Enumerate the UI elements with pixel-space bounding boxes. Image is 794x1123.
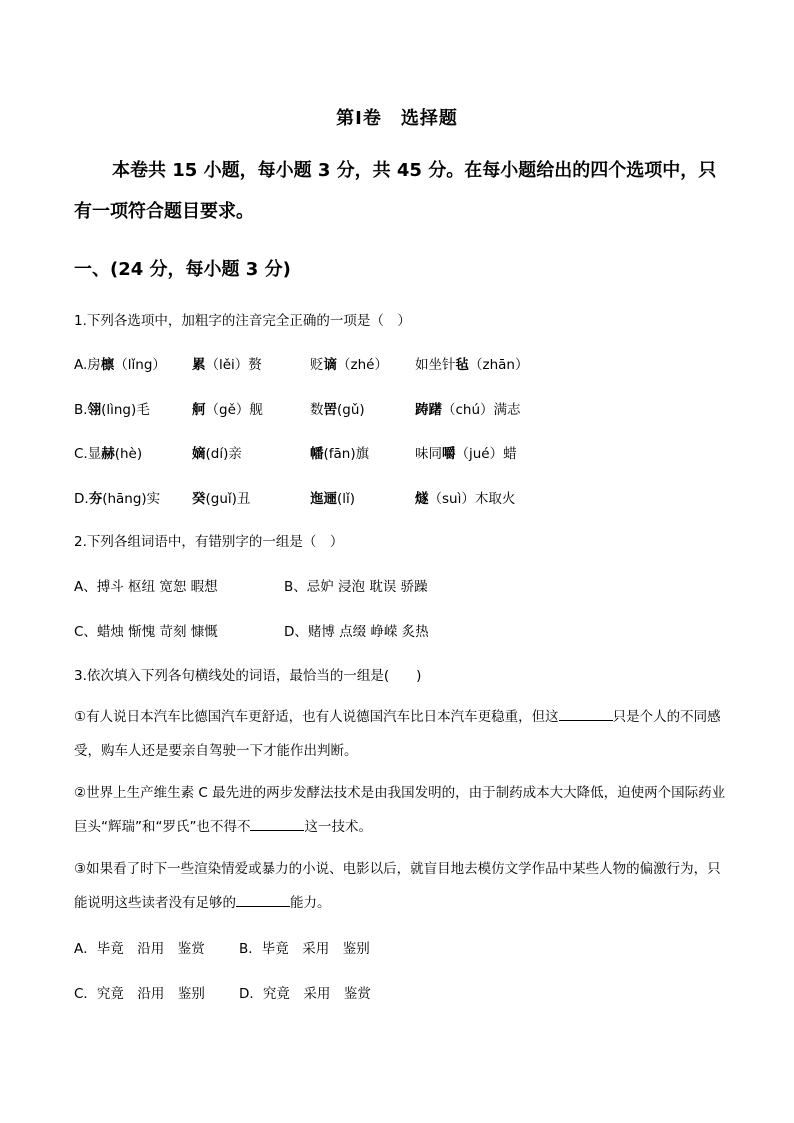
q1-word — [415, 398, 521, 418]
word-part: （gě）舰 — [205, 402, 263, 418]
q2-option-row — [74, 575, 428, 595]
word-part: (guǐ)丑 — [205, 491, 251, 507]
q3-option-row — [74, 937, 370, 957]
fill-blank — [559, 706, 613, 721]
q1-word — [415, 353, 528, 373]
bold-character: 燧 — [415, 491, 429, 507]
fill-blank — [250, 816, 304, 831]
q1-option-b — [74, 398, 521, 418]
bold-character: 嫡 — [192, 446, 206, 462]
q2-stem: 2.下列各组词语中，有错别字的一组是（ ） — [74, 534, 344, 550]
q1-stem: 1.下列各选项中，加粗字的注音完全正确的一项是（ ） — [74, 313, 411, 329]
q1-word — [310, 442, 415, 462]
q2-option-d: D、赌博 点缀 峥嵘 炙热 — [284, 624, 429, 640]
q1-word — [310, 398, 415, 418]
instructions: 本卷共 15 小题，每小题 3 分，共 45 分。在每小题给出的四个选项中，只有一项符合题目要求。 — [74, 160, 717, 222]
q3-option-a: A．毕竟 沿用 鉴赏 — [74, 941, 205, 957]
word-part: （lǐng） — [114, 357, 166, 373]
word-part: 数 — [310, 402, 324, 418]
bold-character: 迤逦 — [310, 491, 337, 507]
fill-blank — [236, 892, 290, 907]
bold-character: 癸 — [192, 491, 206, 507]
q1-word — [310, 353, 415, 373]
word-part: （lěi）赘 — [205, 357, 262, 373]
q1-word — [415, 487, 515, 507]
q1-word — [74, 487, 192, 507]
q1-word — [192, 398, 310, 418]
bold-character: 累 — [192, 357, 206, 373]
bold-character: 翎 — [87, 402, 102, 418]
word-part: 味同 — [415, 446, 442, 462]
q2-option-b: B、忌妒 浸泡 耽误 骄躁 — [284, 579, 428, 595]
q1-option-a — [74, 353, 528, 373]
word-part: (hè) — [114, 446, 143, 462]
word-part: (lǐ) — [337, 491, 356, 507]
q3-option-b: B．毕竟 采用 鉴别 — [239, 941, 370, 957]
q1-word — [192, 353, 310, 373]
bold-character: 谪 — [323, 357, 337, 373]
word-part: (dí)亲 — [205, 446, 242, 462]
sentence-text: ②世界上生产维生素 C 最先进的两步发酵法技术是由我国发明的，由于制药成本大大降低，迫使两个国际药业巨头“辉瑞”和“罗氏”也不得不 — [74, 785, 726, 835]
option-label: B. — [74, 402, 88, 418]
word-part: （jué）蜡 — [455, 446, 517, 462]
word-part: （zhān） — [469, 357, 529, 373]
sentence-text: ①有人说日本汽车比德国汽车更舒适，也有人说德国汽车比日本汽车更稳重，但这 — [74, 709, 559, 725]
section-title: 第Ⅰ卷 选择题 — [336, 108, 458, 129]
q1-word — [415, 442, 517, 462]
q1-word — [310, 487, 415, 507]
q1-word — [192, 487, 310, 507]
q1-option-c — [74, 442, 517, 462]
word-part: (lìng)毛 — [101, 402, 150, 418]
word-part: (gǔ) — [337, 402, 365, 418]
word-part: 贬 — [310, 357, 324, 373]
bold-character: 嚼 — [442, 446, 456, 462]
q2-option-c: C、蜡烛 惭愧 苛刻 慷慨 — [74, 624, 218, 640]
option-label: A. — [74, 357, 88, 373]
word-part: 显 — [87, 446, 102, 462]
bold-character: 夯 — [88, 491, 103, 507]
word-part: 房 — [87, 357, 101, 373]
q2-option-a: A、搏斗 枢纽 宽恕 暇想 — [74, 579, 218, 595]
bold-character: 踌躇 — [415, 402, 442, 418]
q3-sentence-3 — [74, 852, 730, 920]
option-label: C. — [74, 446, 88, 462]
bold-character: 檩 — [100, 357, 115, 373]
word-part: （suì）木取火 — [428, 491, 516, 507]
q1-word — [192, 442, 310, 462]
option-label: D. — [74, 491, 89, 507]
q3-stem: 3.依次填入下列各句横线处的词语，最恰当的一组是( ) — [74, 668, 422, 684]
q3-sentence-2 — [74, 776, 730, 844]
word-part: 如坐针 — [415, 357, 456, 373]
q3-option-row — [74, 982, 371, 1002]
sentence-text: 能力。 — [290, 895, 331, 911]
q1-word — [74, 442, 192, 462]
bold-character: 罟 — [323, 402, 337, 418]
word-part: （chú）满志 — [442, 402, 521, 418]
q1-word — [74, 398, 192, 418]
sentence-text: ③如果看了时下一些渲染情爱或暴力的小说、电影以后，就盲目地去模仿文学作品中某些人物的偏激行为，只能说明这些读者没有足够的 — [74, 861, 721, 911]
word-part: (hāng)实 — [102, 491, 161, 507]
sentence-text: 只是个人的不同感受，购车人还是要亲自驾驶一下才能作出判断。 — [74, 709, 721, 759]
q2-option-row — [74, 620, 429, 640]
q3-sentence-1 — [74, 700, 730, 768]
bold-character: 舸 — [192, 402, 206, 418]
word-part: （zhé） — [337, 357, 388, 373]
word-part: (fān)旗 — [323, 446, 370, 462]
part-heading: 一、(24 分，每小题 3 分) — [74, 259, 291, 280]
bold-character: 赫 — [101, 446, 115, 462]
q3-option-c: C．究竟 沿用 鉴别 — [74, 986, 205, 1002]
sentence-text: 这一技术。 — [304, 819, 372, 835]
bold-character: 幡 — [310, 446, 324, 462]
q1-option-d — [74, 487, 515, 507]
q3-option-d: D．究竟 采用 鉴赏 — [239, 986, 371, 1002]
q1-word — [74, 353, 192, 373]
bold-character: 毡 — [455, 357, 469, 373]
